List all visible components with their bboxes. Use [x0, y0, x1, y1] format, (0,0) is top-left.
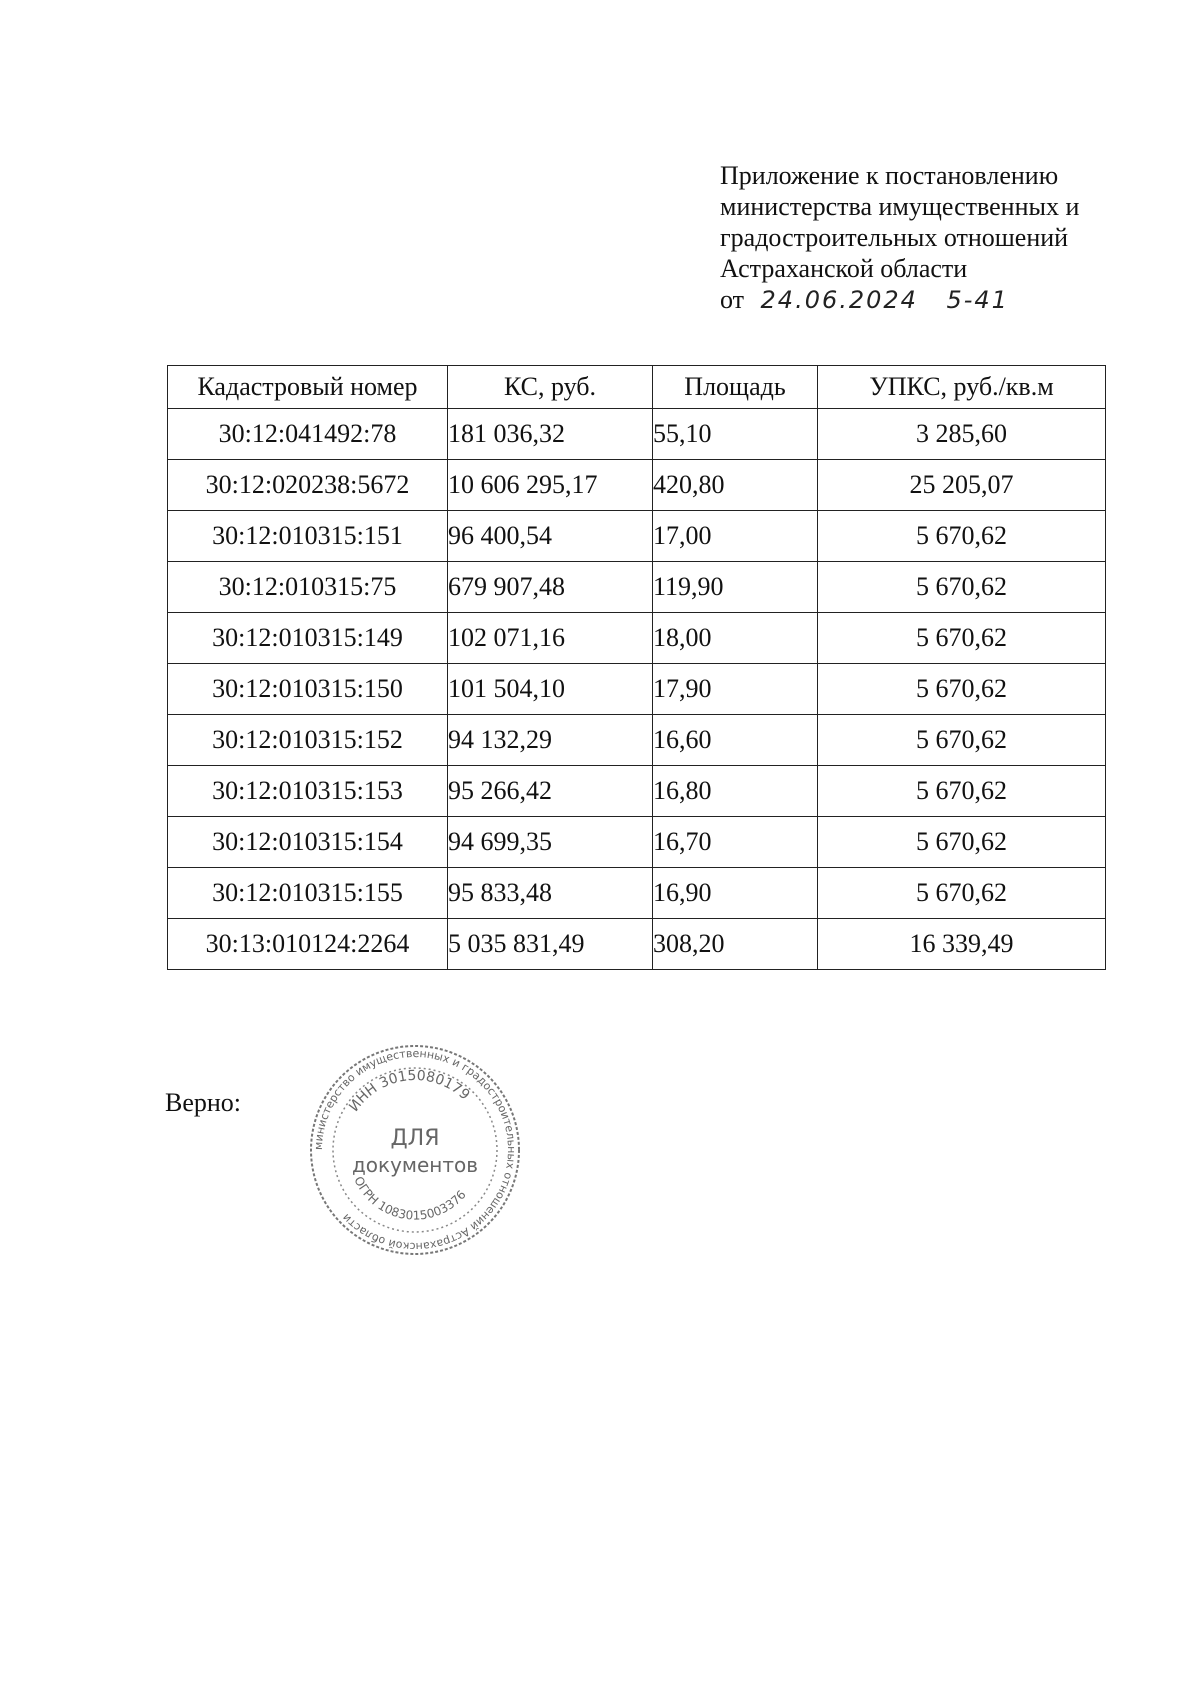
cell-cadastral-number: 30:12:010315:152	[168, 715, 448, 766]
cell-area: 119,90	[653, 562, 818, 613]
cell-unit-value: 5 670,62	[818, 715, 1106, 766]
table-row	[168, 460, 1106, 511]
cell-cadastral-number: 30:13:010124:2264	[168, 919, 448, 970]
verno-label: Верно:	[165, 1088, 242, 1117]
cell-unit-value: 5 670,62	[818, 511, 1106, 562]
table-row	[168, 562, 1106, 613]
table-row	[168, 715, 1106, 766]
cell-cadastral-value: 95 266,42	[448, 766, 653, 817]
appendix-header	[720, 160, 1160, 316]
handwritten-number: 5-41	[946, 286, 1009, 314]
table-row	[168, 409, 1106, 460]
table-row	[168, 511, 1106, 562]
cell-area: 55,10	[653, 409, 818, 460]
cell-area: 16,70	[653, 817, 818, 868]
cell-unit-value: 5 670,62	[818, 817, 1106, 868]
header-line-4: Астраханской области	[720, 254, 968, 283]
cell-cadastral-value: 101 504,10	[448, 664, 653, 715]
cell-cadastral-value: 679 907,48	[448, 562, 653, 613]
cell-area: 17,90	[653, 664, 818, 715]
cell-cadastral-value: 5 035 831,49	[448, 919, 653, 970]
cell-cadastral-number: 30:12:041492:78	[168, 409, 448, 460]
cell-cadastral-value: 181 036,32	[448, 409, 653, 460]
header-line-1: Приложение к постановлению	[720, 161, 1059, 190]
header-line-2: министерства имущественных и	[720, 192, 1080, 221]
seal-center-line-2: документов	[351, 1153, 479, 1177]
column-header-cadastral-value: КС, руб.	[448, 366, 653, 409]
cell-area: 17,00	[653, 511, 818, 562]
cell-unit-value: 16 339,49	[818, 919, 1106, 970]
cell-cadastral-number: 30:12:010315:154	[168, 817, 448, 868]
handwritten-date: 24.06.2024	[760, 286, 918, 314]
cell-area: 308,20	[653, 919, 818, 970]
cell-cadastral-number: 30:12:010315:150	[168, 664, 448, 715]
table-body	[168, 409, 1106, 970]
cell-cadastral-value: 94 132,29	[448, 715, 653, 766]
cell-area: 420,80	[653, 460, 818, 511]
seal-center-line-1: ДЛЯ	[390, 1126, 440, 1151]
cell-cadastral-number: 30:12:020238:5672	[168, 460, 448, 511]
cell-cadastral-value: 95 833,48	[448, 868, 653, 919]
cell-unit-value: 25 205,07	[818, 460, 1106, 511]
cell-unit-value: 5 670,62	[818, 562, 1106, 613]
official-seal	[305, 1040, 525, 1260]
table-row	[168, 664, 1106, 715]
cell-cadastral-value: 94 699,35	[448, 817, 653, 868]
cell-area: 16,60	[653, 715, 818, 766]
table-header-row	[168, 366, 1106, 409]
cell-cadastral-value: 10 606 295,17	[448, 460, 653, 511]
cell-cadastral-value: 102 071,16	[448, 613, 653, 664]
seal-graphic	[305, 1040, 525, 1260]
cell-unit-value: 5 670,62	[818, 766, 1106, 817]
date-line	[720, 284, 1160, 316]
table-row	[168, 868, 1106, 919]
column-header-area: Площадь	[653, 366, 818, 409]
cell-unit-value: 3 285,60	[818, 409, 1106, 460]
cell-cadastral-value: 96 400,54	[448, 511, 653, 562]
table-row	[168, 817, 1106, 868]
cadastral-value-table	[167, 365, 1106, 970]
column-header-unit-value: УПКС, руб./кв.м	[818, 366, 1106, 409]
table-row	[168, 613, 1106, 664]
seal-inn-text: ИНН 3015080179	[346, 1067, 473, 1115]
cell-cadastral-number: 30:12:010315:75	[168, 562, 448, 613]
cell-unit-value: 5 670,62	[818, 613, 1106, 664]
cell-area: 16,80	[653, 766, 818, 817]
cell-area: 16,90	[653, 868, 818, 919]
cell-cadastral-number: 30:12:010315:151	[168, 511, 448, 562]
cell-cadastral-number: 30:12:010315:155	[168, 868, 448, 919]
cell-unit-value: 5 670,62	[818, 868, 1106, 919]
cell-unit-value: 5 670,62	[818, 664, 1106, 715]
cell-cadastral-number: 30:12:010315:149	[168, 613, 448, 664]
table-row	[168, 766, 1106, 817]
table-row	[168, 919, 1106, 970]
date-prefix: от	[720, 285, 745, 314]
seal-ogrn-text: ОГРН 1083015003376	[351, 1174, 469, 1223]
seal-outer-text: министерство имущественных и градостроительных отношений Астраханской области	[311, 1046, 519, 1254]
cell-area: 18,00	[653, 613, 818, 664]
header-line-3: градостроительных отношений	[720, 223, 1069, 252]
cell-cadastral-number: 30:12:010315:153	[168, 766, 448, 817]
column-header-cadastral-number: Кадастровый номер	[168, 366, 448, 409]
